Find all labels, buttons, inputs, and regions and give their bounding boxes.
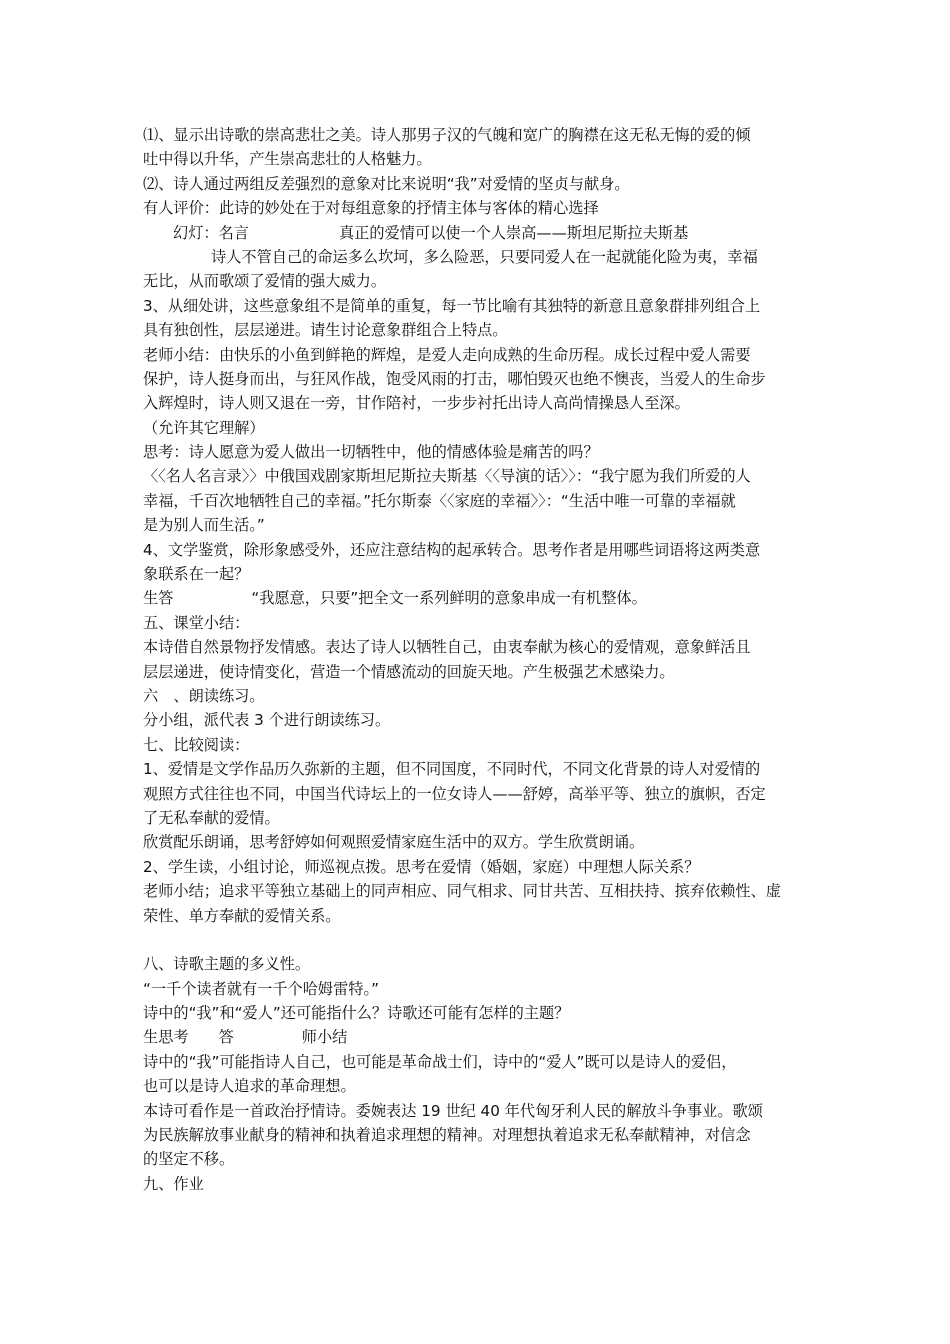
text-line: 老师小结：由快乐的小鱼到鲜艳的辉煌，是爱人走向成熟的生命历程。成长过程中爱人需要 [143,345,751,364]
text-line: 老师小结；追求平等独立基础上的同声相应、同气相求、同甘共苦、互相扶持、摈弃依赖性、虚 [143,882,781,901]
text-line: 有人评价：此诗的妙处在于对每组意象的抒情主体与客体的精心选择 [143,199,599,218]
text-line: 本诗借自然景物抒发情感。表达了诗人以牺牲自己，由衷奉献为核心的爱情观，意象鲜活且 [143,638,751,657]
text-line: 的坚定不移。 [143,1150,235,1169]
text-line: 层层递进，使诗情变化，营造一个情感流动的回旋天地。产生极强艺术感染力。 [143,662,675,681]
text-line: 幸福，千百次地牺牲自己的幸福。”托尔斯泰〈〈家庭的幸福〉〉：“生活中唯一可靠的幸福就 [143,491,736,510]
text-line: 具有独创性，层层递进。请生讨论意象群组合上特点。 [143,321,508,340]
text-line: 本诗可看作是一首政治抒情诗。委婉表达 19 世纪 40 年代匈牙利人民的解放斗争事业。歌颂 [143,1101,763,1120]
text-line: 也可以是诗人追求的革命理想。 [143,1077,356,1096]
text-line: 入辉煌时，诗人则又退在一旁，甘作陪衬，一步步衬托出诗人高尚情操恳人至深。 [143,394,690,413]
section-heading: 六 、朗读练习。 [143,686,265,705]
section-heading: 八、诗歌主题的多义性。 [143,955,311,974]
answer-text: “我愿意，只要”把全文一系列鲜明的意象串成一有机整体。 [251,589,647,608]
text-span: 诗人不管自己的命运多么坎坷，多么险恶，只要同爱人在一起就能化险为夷，幸福 [211,247,758,266]
text-line: 1、爱情是文学作品历久弥新的主题，但不同国度，不同时代，不同文化背景的诗人对爱情的 [143,760,761,779]
text-line: 3、从细处讲，这些意象组不是简单的重复，每一节比喻有其独特的新意且意象群排列组合上 [143,296,761,315]
text-line: 为民族解放事业献身的精神和执着追求理想的精神。对理想执着追求无私奉献精神，对信念 [143,1126,751,1145]
quote-text: 真正的爱情可以使一个人崇高——斯坦尼斯拉夫斯基 [338,223,689,242]
text-line: ⑴、显示出诗歌的崇高悲壮之美。诗人那男子汉的气魄和宽广的胸襟在这无私无悔的爱的倾 [143,126,751,144]
text-line: 诗中的“我”和“爱人”还可能指什么？诗歌还可能有怎样的主题？ [143,1004,570,1023]
text-line: 4、文学鉴赏，除形象感受外，还应注意结构的起承转合。思考作者是用哪些词语将这两类意 [143,540,761,559]
student-answer-line [143,586,823,610]
text-line: 了无私奉献的爱情。 [143,808,280,827]
text-line: 荣性、单方奉献的爱情关系。 [143,906,341,925]
text-line: 诗中的“我”可能指诗人自己，也可能是革命战士们，诗中的“爱人”既可以是诗人的爱侣， [143,1052,737,1071]
teacher-summary-label: 师小结 [301,1028,348,1047]
text-line: 欣赏配乐朗诵，思考舒婷如何观照爱情家庭生活中的双方。学生欣赏朗诵。 [143,833,645,852]
text-line: 是为别人而生活。” [143,516,265,535]
student-label: 生答 [143,589,174,608]
text-line: 〈〈名人名言录〉〉中俄国戏剧家斯坦尼斯拉夫斯基〈〈导演的话〉〉：“我宁愿为我们所爱的人 [143,467,751,486]
text-line: 思考：诗人愿意为爱人做出一切牺牲中，他的情感体验是痛苦的吗？ [143,443,599,462]
text-line: 象联系在一起？ [143,565,250,584]
slide-quote-line [143,221,823,245]
text-line: 观照方式往往也不同，中国当代诗坛上的一位女诗人——舒婷，高举平等、独立的旗帜，否定 [143,784,766,803]
process-line [143,1025,823,1049]
answer-label: 答 [218,1028,234,1047]
text-line: ⑵、诗人通过两组反差强烈的意象对比来说明“我”对爱情的坚贞与献身。 [143,174,630,193]
text-line: （允许其它理解） [143,418,265,437]
slide-label: 幻灯：名言 [173,223,249,242]
text-line: 2、学生读，小组讨论，师巡视点拨。思考在爱情（婚姻，家庭）中理想人际关系？ [143,857,700,876]
text-line: “一千个读者就有一千个哈姆雷特。” [143,979,379,998]
text-line: 保护，诗人挺身而出，与狂风作战，饱受风雨的打击，哪怕毁灭也绝不懊丧，当爱人的生命步 [143,369,766,388]
text-line: 吐中得以升华，产生崇高悲壮的人格魅力。 [143,150,432,169]
text-line: 分小组，派代表 3 个进行朗读练习。 [143,711,391,730]
text-line: 无比，从而歌颂了爱情的强大威力。 [143,272,386,291]
text-line [143,245,823,269]
document-body [143,123,823,1196]
section-heading: 五、课堂小结： [143,613,250,632]
section-heading: 七、比较阅读： [143,735,250,754]
student-think-label: 生思考 [143,1028,189,1047]
blank-line [143,928,823,952]
section-heading: 九、作业 [143,1174,204,1193]
